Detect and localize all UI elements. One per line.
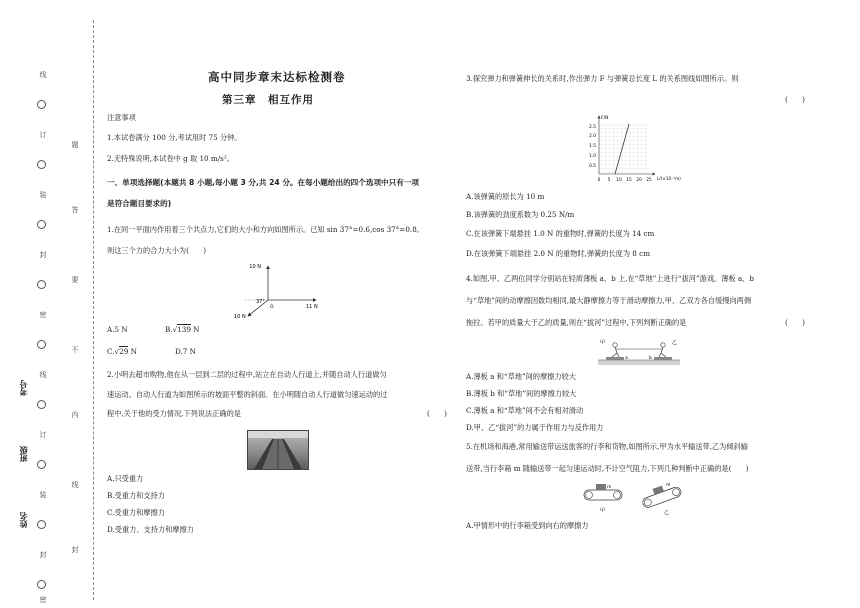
q4-option-d[interactable]: D.甲、乙“拔河”的力属于作用力与反作用力 bbox=[466, 423, 604, 432]
binding-char: 封 bbox=[39, 251, 47, 259]
sqrt-symbol: √ bbox=[114, 347, 120, 356]
binding-char-inner: 要 bbox=[71, 276, 79, 284]
notice-item-1: 1.本试卷满分 100 分,考试用时 75 分钟。 bbox=[107, 133, 242, 142]
q4-stem-line-3: 拖拉。若甲的质量大于乙的质量,则在“拔河”过程中,下列判断正确的是 bbox=[466, 318, 687, 327]
q2-option-b[interactable]: B.受重力和支持力 bbox=[107, 491, 165, 500]
binding-char-inner: 封 bbox=[71, 546, 79, 554]
binding-hole bbox=[37, 280, 46, 289]
binding-char-inner: 题 bbox=[71, 141, 79, 149]
q1-option-c-unit: N bbox=[128, 347, 137, 356]
q5-option-a[interactable]: A.甲情形中的行李箱受到向右的摩擦力 bbox=[466, 521, 589, 530]
q1-option-c-radicand: 29 bbox=[119, 347, 129, 356]
q4-tug-of-war-diagram bbox=[598, 336, 680, 366]
q3-answer-paren: ( ) bbox=[785, 95, 805, 104]
q1-force-up-label: 10 N bbox=[249, 264, 261, 270]
q4-option-c[interactable]: C.薄板 a 和“草地”间不会有相对滑动 bbox=[466, 406, 584, 415]
q2-answer-paren: ( ) bbox=[427, 409, 447, 418]
q1-option-b-prefix: B. bbox=[165, 325, 173, 334]
binding-char: 线 bbox=[39, 371, 47, 379]
q4-stem-line-2: 与“草地”间的动摩擦因数均相同,最大静摩擦力等于滑动摩擦力,甲、乙双方各自缓慢向两侧 bbox=[466, 296, 752, 305]
binding-hole bbox=[37, 160, 46, 169]
q3-stem-line-1: 3.探究弹力和弹簧伸长的关系时,作出弹力 F 与弹簧总长度 L 的关系图线如图所示。则 bbox=[466, 74, 739, 83]
q1-option-c[interactable] bbox=[107, 347, 137, 357]
q3-option-c[interactable]: C.在该弹簧下端悬挂 1.0 N 的重物时,弹簧的长度为 14 cm bbox=[466, 229, 655, 238]
q1-force-right-label: 11 N bbox=[306, 304, 318, 310]
binding-hole bbox=[37, 460, 46, 469]
q4-yi-label: 乙 bbox=[672, 340, 678, 346]
name-label: 姓名 bbox=[18, 512, 28, 528]
binding-char: 装 bbox=[39, 491, 47, 499]
binding-line bbox=[93, 20, 94, 600]
q3-y-axis-label: F/N bbox=[601, 116, 609, 121]
class-label: 班级 bbox=[18, 446, 28, 462]
q3-y-tick-2.0: 2.0 bbox=[589, 134, 596, 139]
q1-option-a[interactable]: A.5 N bbox=[107, 325, 128, 334]
q1-option-b-radicand: 139 bbox=[177, 325, 191, 334]
sqrt-symbol: √ bbox=[172, 325, 178, 334]
q1-stem-line-2: 则这三个力的合力大小为( ) bbox=[107, 246, 207, 255]
binding-char: 线 bbox=[39, 71, 47, 79]
binding-hole bbox=[37, 520, 46, 529]
q1-origin-label: O bbox=[270, 305, 274, 310]
q4-option-b[interactable]: B.薄板 b 和“草地”间的摩擦力较大 bbox=[466, 389, 577, 398]
q4-answer-paren: ( ) bbox=[785, 318, 805, 327]
binding-char-inner: 线 bbox=[71, 481, 79, 489]
q5-stem-line-1: 5.在机场和海港,常用输送带运送旅客的行李和货物,如图所示,甲为水平输送带,乙为倾斜输 bbox=[466, 442, 748, 451]
binding-hole bbox=[37, 580, 46, 589]
paper-title: 高中同步章末达标检测卷 bbox=[208, 70, 346, 84]
binding-char: 封 bbox=[39, 551, 47, 559]
binding-char-inner: 答 bbox=[71, 206, 79, 214]
q2-escalator-photo bbox=[247, 430, 309, 470]
notice-item-2: 2.无特殊说明,本试卷中 g 取 10 m/s²。 bbox=[107, 154, 234, 163]
q1-option-b[interactable] bbox=[165, 325, 199, 335]
q4-stem-line-1: 4.如图,甲、乙两位同学分别站在轻质薄板 a、b 上,在“草地”上进行“拔河”游戏。薄板 a、b bbox=[466, 274, 754, 283]
q1-force-diagram bbox=[228, 258, 328, 320]
q1-stem-line-1: 1.在同一平面内作用着三个共点力,它们的大小和方向如图所示。已知 sin 37°=0.6,cos 37°=0.8, bbox=[107, 225, 420, 234]
section-heading-line-1: 一、单项选择题(本题共 8 小题,每小题 3 分,共 24 分。在每小题给出的四个选项中只有一项 bbox=[107, 178, 420, 187]
binding-hole bbox=[37, 100, 46, 109]
q3-x-axis-label: L/(×10⁻²m) bbox=[657, 176, 681, 181]
q2-stem-line-2: 速运动。自动人行道为如图所示的坡面平整的斜面。在小明随自动人行道做匀速运动的过 bbox=[107, 390, 388, 399]
q5-mass-label-jia: m bbox=[607, 485, 612, 490]
q3-option-a[interactable]: A.该弹簧的原长为 10 m bbox=[466, 192, 545, 201]
q3-x-tick-0: 0 bbox=[597, 178, 601, 183]
q3-y-tick-2.5: 2.5 bbox=[589, 125, 596, 130]
q3-x-tick-20: 20 bbox=[636, 178, 642, 183]
q5-yi-label: 乙 bbox=[664, 510, 670, 516]
q3-x-tick-10: 10 bbox=[616, 178, 622, 183]
q3-x-tick-25: 25 bbox=[646, 178, 652, 183]
q1-angle-label: 37° bbox=[256, 299, 265, 305]
q3-y-tick-1.5: 1.5 bbox=[589, 144, 596, 149]
binding-char: 密 bbox=[39, 596, 47, 604]
binding-hole bbox=[37, 400, 46, 409]
q2-stem-line-1: 2.小明去超市购物,他在从一层到二层的过程中,站立在自动人行道上,并随自动人行道做匀 bbox=[107, 370, 387, 379]
binding-char: 订 bbox=[39, 131, 47, 139]
binding-char: 装 bbox=[39, 191, 47, 199]
q5-jia-label: 甲 bbox=[600, 508, 606, 514]
q4-board-b-label: b bbox=[649, 356, 652, 361]
binding-char-inner: 不 bbox=[71, 346, 79, 354]
q3-x-tick-15: 15 bbox=[626, 178, 632, 183]
q2-stem-line-3: 程中,关于他的受力情况,下列说法正确的是 bbox=[107, 409, 241, 418]
section-heading-line-2: 是符合题目要求的) bbox=[107, 199, 172, 208]
q2-option-c[interactable]: C.受重力和摩擦力 bbox=[107, 508, 165, 517]
q3-y-tick-0.5: 0.5 bbox=[589, 164, 596, 169]
q3-option-d[interactable]: D.在该弹簧下端悬挂 2.0 N 的重物时,弹簧的长度为 8 cm bbox=[466, 249, 651, 258]
binding-char: 密 bbox=[39, 311, 47, 319]
q5-stem-line-2: 送带,当行李箱 m 随输送带一起匀速运动时,不计空气阻力,下列几种判断中正确的是( ) bbox=[466, 464, 749, 473]
q4-board-a-label: a bbox=[625, 356, 628, 361]
exam-number-label: 考号 bbox=[18, 380, 28, 396]
q1-option-b-unit: N bbox=[190, 325, 200, 334]
q5-conveyor-diagram bbox=[580, 480, 692, 516]
q3-x-tick-5: 5 bbox=[607, 178, 611, 183]
chapter-title: 第三章 相互作用 bbox=[222, 94, 314, 106]
binding-char-inner: 内 bbox=[71, 411, 79, 419]
q2-option-d[interactable]: D.受重力、支持力和摩擦力 bbox=[107, 525, 194, 534]
binding-hole bbox=[37, 340, 46, 349]
q3-force-length-graph bbox=[585, 112, 690, 186]
q3-option-b[interactable]: B.该弹簧的劲度系数为 0.25 N/m bbox=[466, 210, 575, 219]
binding-hole bbox=[37, 220, 46, 229]
q3-y-tick-1.0: 1.0 bbox=[589, 154, 596, 159]
q1-force-down-left-label: 10 N bbox=[234, 314, 246, 320]
q5-mass-label-yi: m bbox=[666, 483, 671, 488]
q2-option-a[interactable]: A.只受重力 bbox=[107, 474, 144, 483]
q1-option-d[interactable]: D.7 N bbox=[175, 347, 196, 356]
notice-heading: 注意事项 bbox=[107, 113, 136, 122]
q4-jia-label: 甲 bbox=[600, 340, 606, 346]
binding-char: 订 bbox=[39, 431, 47, 439]
q4-option-a[interactable]: A.薄板 a 和“草地”间的摩擦力较大 bbox=[466, 372, 576, 381]
q1-option-c-prefix: C. bbox=[107, 347, 115, 356]
